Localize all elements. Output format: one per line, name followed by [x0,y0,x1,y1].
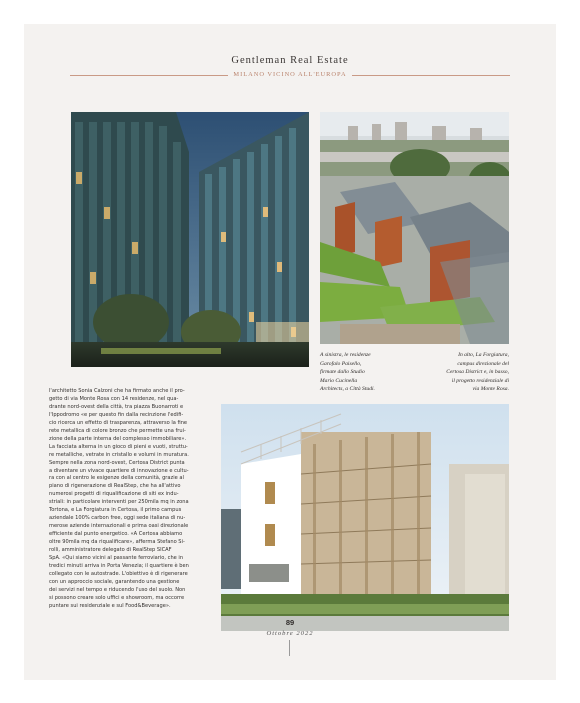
article-body-line: cio ricerca un effetto di trasparenza, attraverso la fine [49,419,188,426]
caption-right-line: via Monte Rosa. [472,386,509,392]
article-body-line: piano di rigenerazione di RealStep, che ha all'attivo [49,483,181,490]
article-body-line: re metalliche, vetrate in cristallo e volumi in muratura. [49,451,189,458]
article-body-line: Sempre nella zona nord-ovest, Certosa District punta [49,459,185,466]
article-body-line: puntare sui residenziale e sul Food&Beverage». [49,602,171,609]
page-number: 89 [285,618,295,627]
photo-la-forgiatura [320,112,509,344]
article-body-line: striali: in particolare interventi per 250mila mq in zona [49,499,189,506]
caption-left-line: Garofalo Paisello, [320,360,362,367]
article-body-line: oltre 90mila mq da riqualificare», afferma Stefano Si- [49,539,185,546]
article-body-line: numerosi progetti di riqualificazione di siti ex indu- [49,491,179,498]
article-body-line: getto di via Monte Rosa con 14 residenze, nel qua- [49,395,179,402]
caption-right-line: In alto, La Forgiatura, [458,352,509,358]
article-body-line: collegato con le autostrade. L'obiettivo è di rigenerare [49,570,188,577]
article-body-line: a diventare un vivace quartiere di innovazione e cultu- [49,467,189,474]
article-body-line: rolli, amministratore delegato di RealStep SICAF [49,547,172,554]
caption-right-line: il progetto residenziale di [451,377,509,384]
caption-right-line: Certosa District e, in basso, [446,369,509,375]
section-heading: MILANO VICINO ALL'EUROPA [233,71,347,78]
article-body-line: aziendale 100% carbon free, oggi sede italiana di nu- [49,515,186,522]
caption-right [412,351,509,394]
photo-garofalo-residences [71,112,309,367]
article-body-line: tredici minuti arriva in Porta Venezia; il quartiere è ben [49,562,189,569]
caption-left [320,351,375,394]
article-body-line: merose aziende internazionali e prima oasi direzionale [49,523,189,530]
article-body-line: dei servizi nel tempo e riducendo l'uso del suolo. Non [49,586,186,593]
caption-left-line: Architects, a Città Studi. [320,386,375,392]
article-body-line: l'architetto Sonia Calzoni che ha firmato anche il pro- [49,388,185,394]
article-body-line: efficiente dal punto energetico. «A Certosa abbiamo [49,531,183,538]
article-body-line: Tortona, e La Forgiatura in Certosa, il primo campus [49,507,182,514]
caption-right-line: campus direzionale del [457,360,509,367]
article-body [49,388,201,611]
footer-divider [289,640,290,656]
issue-date: Ottobre 2022 [266,630,314,637]
article-body-line: La facciata alterna in un gioco di pieni e vuoti, struttu- [49,443,188,450]
article-body-line: rete metallica di colore bronzo che permette una frui- [49,427,186,434]
article-body-line: SpA. «Qui siamo vicini al passante ferroviario, che in [49,555,184,562]
article-body-line: con un approccio sociale, garantendo una gestione [49,578,180,585]
caption-left-line: Mario Cucinella [320,377,358,384]
photo-via-monte-rosa [221,404,509,631]
article-body-line: si possono creare solo uffici e showroom, ma occorre [49,594,185,601]
article-body-line: l'Ippodromo «e per questo fin dalla recinzione l'edifi- [49,411,184,418]
article-body-line: ra con al centro le esigenze della comunità, grazie al [49,475,184,482]
article-body-line: zione della parte interna del complesso immobiliare». [49,435,187,442]
caption-left-line: firmate dallo Studio [320,369,365,375]
caption-left-line: A sinistra, le residenze [320,352,371,358]
magazine-title: Gentleman Real Estate [231,55,349,66]
article-body-line: drante nord-ovest della città, tra piazza Buonarroti e [49,403,184,410]
